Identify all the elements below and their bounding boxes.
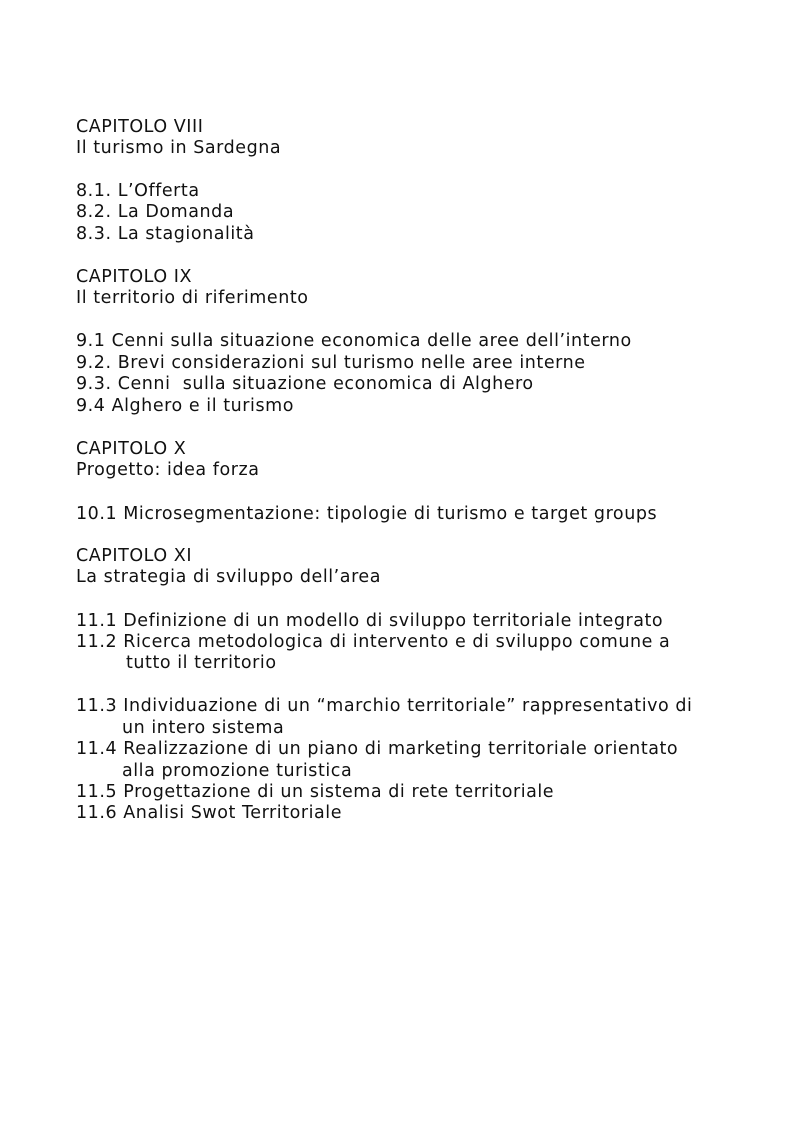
section-item: 11.6 Analisi Swot Territoriale [76, 803, 343, 823]
section-item: 9.3. Cenni sulla situazione economica di Alghero [76, 374, 534, 394]
chapter-heading: CAPITOLO IX [76, 267, 193, 287]
section-item: 8.3. La stagionalità [76, 224, 255, 244]
section-item: 10.1 Microsegmentazione: tipologie di turismo e target groups [76, 504, 658, 524]
section-item: 11.2 Ricerca metodologica di intervento e di sviluppo comune a [76, 632, 671, 652]
section-item: 8.1. L’Offerta [76, 181, 200, 201]
section-item: 11.4 Realizzazione di un piano di marketing territoriale orientato [76, 739, 679, 759]
chapter-heading: CAPITOLO X [76, 439, 187, 459]
chapter-title: Il territorio di riferimento [76, 288, 309, 308]
section-item-continuation: tutto il territorio [126, 653, 277, 673]
section-item-continuation: un intero sistema [122, 718, 285, 738]
chapter-heading: CAPITOLO VIII [76, 117, 204, 137]
chapter-heading: CAPITOLO XI [76, 546, 193, 566]
section-item: 9.1 Cenni sulla situazione economica delle aree dell’interno [76, 331, 632, 351]
section-item-continuation: alla promozione turistica [122, 761, 353, 781]
section-item: 11.5 Progettazione di un sistema di rete territoriale [76, 782, 555, 802]
section-item: 9.4 Alghero e il turismo [76, 396, 294, 416]
section-item: 8.2. La Domanda [76, 202, 235, 222]
chapter-title: Progetto: idea forza [76, 460, 260, 480]
section-item: 11.3 Individuazione di un “marchio territoriale” rappresentativo di [76, 696, 693, 716]
section-item: 9.2. Brevi considerazioni sul turismo nelle aree interne [76, 353, 586, 373]
chapter-title: La strategia di sviluppo dell’area [76, 567, 382, 587]
chapter-title: Il turismo in Sardegna [76, 138, 282, 158]
section-item: 11.1 Definizione di un modello di sviluppo territoriale integrato [76, 611, 664, 631]
